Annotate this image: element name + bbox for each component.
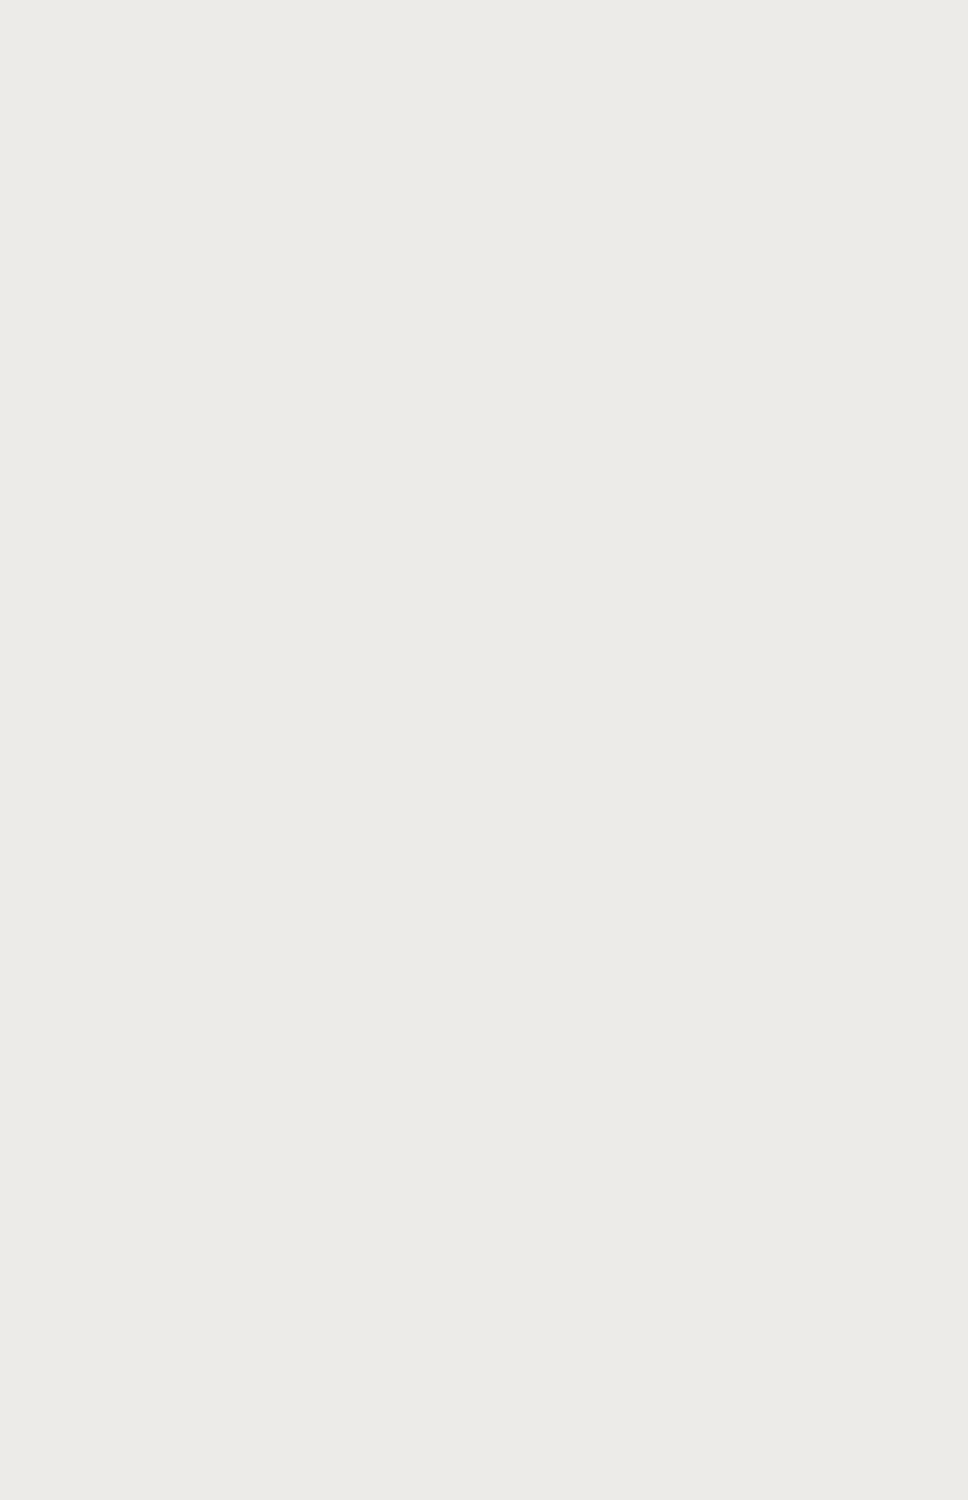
section-heading xyxy=(0,958,968,987)
